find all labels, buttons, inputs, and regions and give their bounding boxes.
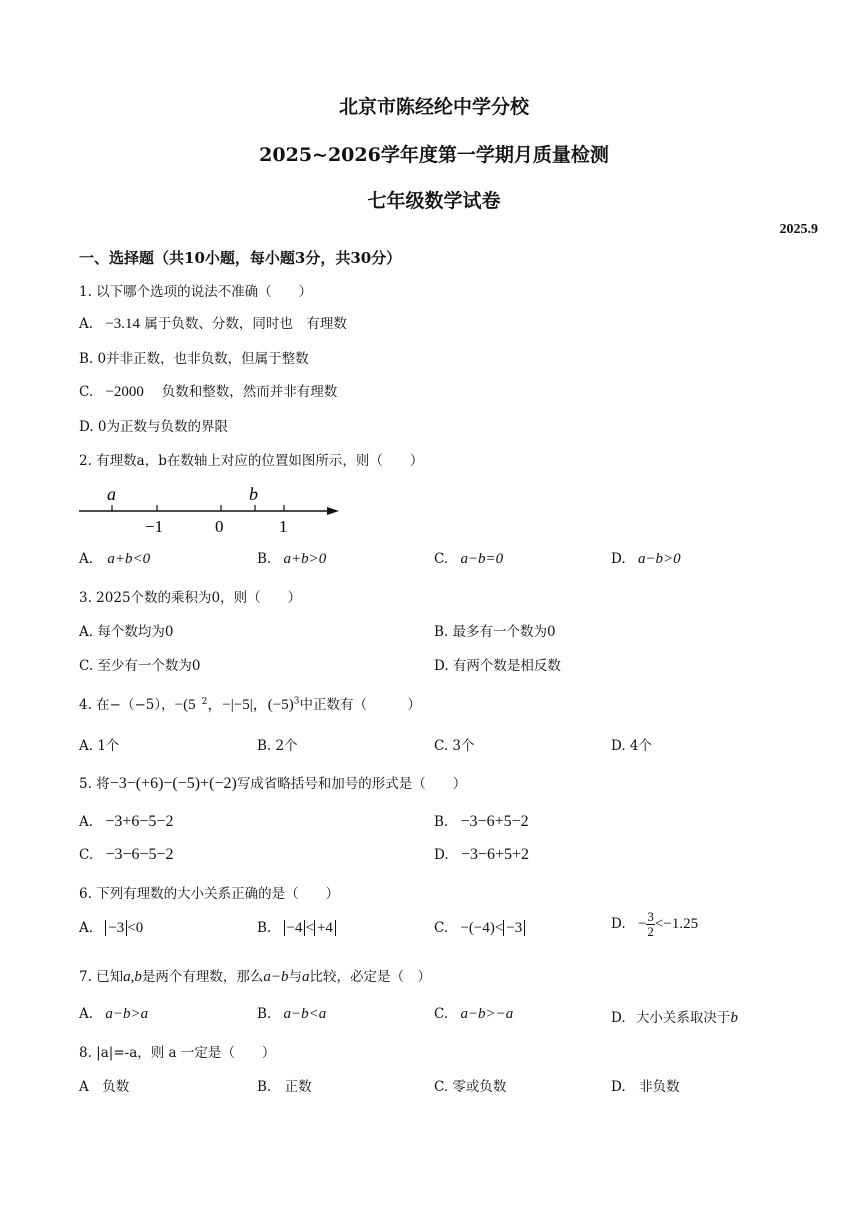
option-text: 负数和整数，然而并非有理数 [148, 384, 338, 400]
option-label: D. [611, 916, 626, 932]
q4-option-b: B. 2个 [257, 738, 298, 754]
stem-math: −(5 [174, 697, 196, 713]
fraction-numerator: 3 [647, 909, 654, 924]
fraction [646, 910, 655, 939]
number-line-figure [75, 480, 350, 540]
q8-option-d: D. 非负数 [611, 1079, 680, 1095]
option-math: a−b=0 [460, 551, 504, 567]
fraction-denominator: 2 [647, 924, 654, 939]
q6-option-a [79, 920, 143, 937]
option-label: B. [257, 1006, 272, 1022]
q4-option-c: C. 3个 [434, 738, 475, 754]
q2-stem: 2. 有理数a，b在数轴上对应的位置如图所示，则（ ） [79, 453, 424, 469]
q3-option-d: D. 有两个数是相反数 [434, 658, 561, 674]
exam-term: 2025~2026学年度第一学期月质量检测 [259, 144, 609, 166]
q3-stem: 3. 2025个数的乘积为0，则（ ） [79, 590, 302, 606]
stem-text: 写成省略括号和加号的形式是（ ） [236, 776, 467, 792]
option-math: −3−6+5+2 [460, 846, 530, 863]
q5-stem [79, 772, 466, 793]
label-a: a [107, 484, 116, 504]
q7-option-a [79, 1006, 148, 1023]
stem-math: ，−|−5|，(−5) [207, 697, 294, 713]
option-text: 属于负数、分数，同时也 有理数 [144, 316, 347, 332]
option-label: C. [79, 847, 94, 863]
q1-option-a [79, 312, 347, 333]
stem-text: 5. 将 [79, 776, 110, 792]
option-math: b [730, 1010, 738, 1026]
q5-option-b [434, 813, 529, 831]
q6-option-d [611, 910, 698, 939]
arrow-icon [327, 507, 339, 515]
option-math: −(−4)< [460, 920, 504, 936]
tick-label-zero: 0 [215, 517, 224, 536]
option-math: −3.14 [105, 316, 141, 332]
stem-text: 比较，必定是（ ） [309, 969, 432, 985]
q4-option-d: D. 4个 [611, 738, 653, 754]
q3-option-a: A. 每个数均为0 [79, 624, 174, 640]
option-math: a−b>−a [460, 1006, 514, 1022]
option-label: D. [611, 1010, 626, 1026]
option-math: − [637, 916, 647, 932]
q8-option-b: B. 正数 [257, 1079, 312, 1095]
q8-option-a: A 负数 [79, 1079, 130, 1095]
option-math: a−b>a [105, 1006, 149, 1022]
q4-stem [79, 693, 421, 714]
exam-date: 2025.9 [779, 222, 818, 237]
q2-option-d [611, 551, 681, 568]
option-label: B. [257, 551, 272, 567]
option-label: A. [79, 551, 94, 567]
option-math: < [305, 920, 314, 936]
school-name: 北京市陈经纶中学分校 [338, 96, 529, 118]
exponent: 2 [201, 696, 208, 707]
q1-option-d: D. 0为正数与负数的界限 [79, 419, 229, 435]
stem-math: a [302, 969, 310, 985]
exam-title: 七年级数学试卷 [367, 190, 501, 212]
q7-option-c [434, 1006, 513, 1023]
option-label: C. [434, 551, 449, 567]
option-label: A. [79, 920, 94, 936]
option-label: A. [79, 1006, 94, 1022]
option-text: 大小关系取决于 [635, 1010, 731, 1026]
q5-option-c [79, 846, 174, 864]
q1-stem: 1. 以下哪个选项的说法不准确（ ） [79, 284, 313, 300]
option-math: −2000 [105, 384, 144, 400]
q4-option-a: A. 1个 [79, 738, 120, 754]
label-b: b [249, 484, 258, 504]
q5-option-a [79, 813, 173, 831]
option-math: −3+6−5−2 [105, 813, 174, 830]
stem-math: a,b [123, 969, 142, 985]
option-math: −3−6−5−2 [105, 846, 174, 863]
option-math: a−b>0 [637, 551, 681, 567]
option-math: a−b<a [283, 1006, 327, 1022]
q8-option-c: C. 零或负数 [434, 1079, 507, 1095]
stem-math: a−b [263, 969, 289, 985]
q7-option-b [257, 1006, 326, 1023]
tick-label-one: 1 [279, 517, 288, 536]
q2-option-c [434, 551, 503, 568]
stem-text: 4. 在−（−5）， [79, 697, 175, 713]
q6-option-c [434, 920, 525, 937]
q5-option-d [434, 846, 529, 864]
option-label: C. [79, 384, 94, 400]
absolute-value: −3 [105, 920, 127, 936]
absolute-value: −3 [503, 920, 525, 936]
q1-option-b: B. 0并非正数，也非负数，但属于整数 [79, 351, 309, 367]
option-math: −3−6+5−2 [460, 813, 529, 830]
option-label: C. [434, 920, 449, 936]
stem-text: 与 [288, 969, 303, 985]
stem-math: −3−(+6)−(−5)+(−2) [109, 775, 237, 792]
stem-text: 是两个有理数，那么 [141, 969, 264, 985]
option-label: A. [79, 316, 94, 332]
option-label: A. [79, 814, 94, 830]
q6-option-b [257, 920, 336, 937]
q3-option-b: B. 最多有一个数为0 [434, 624, 556, 640]
stem-text: 7. 已知 [79, 969, 124, 985]
option-label: D. [611, 551, 626, 567]
option-label: B. [434, 814, 449, 830]
option-math: a+b>0 [283, 551, 327, 567]
absolute-value: +4 [314, 920, 336, 936]
q6-stem: 6. 下列有理数的大小关系正确的是（ ） [79, 886, 340, 902]
option-label: B. [257, 920, 272, 936]
q2-option-a [79, 551, 150, 568]
exponent: 3 [293, 696, 300, 707]
q8-stem: 8. |a|=-a，则 a 一定是（ ） [79, 1045, 276, 1061]
option-label: D. [434, 847, 449, 863]
q1-option-c [79, 380, 337, 401]
tick-label-minus1: −1 [145, 517, 164, 536]
q3-option-c: C. 至少有一个数为0 [79, 658, 201, 674]
q7-option-d [611, 1006, 738, 1027]
section-title: 一、选择题（共10小题，每小题3分，共30分） [79, 249, 402, 267]
option-math: a+b<0 [107, 551, 151, 567]
option-math: <−1.25 [654, 916, 699, 932]
q7-stem [79, 965, 431, 986]
q2-option-b [257, 551, 326, 568]
option-math: <0 [127, 920, 144, 936]
absolute-value: −4 [284, 920, 306, 936]
stem-text: 中正数有（ ） [299, 697, 421, 713]
option-label: C. [434, 1006, 449, 1022]
